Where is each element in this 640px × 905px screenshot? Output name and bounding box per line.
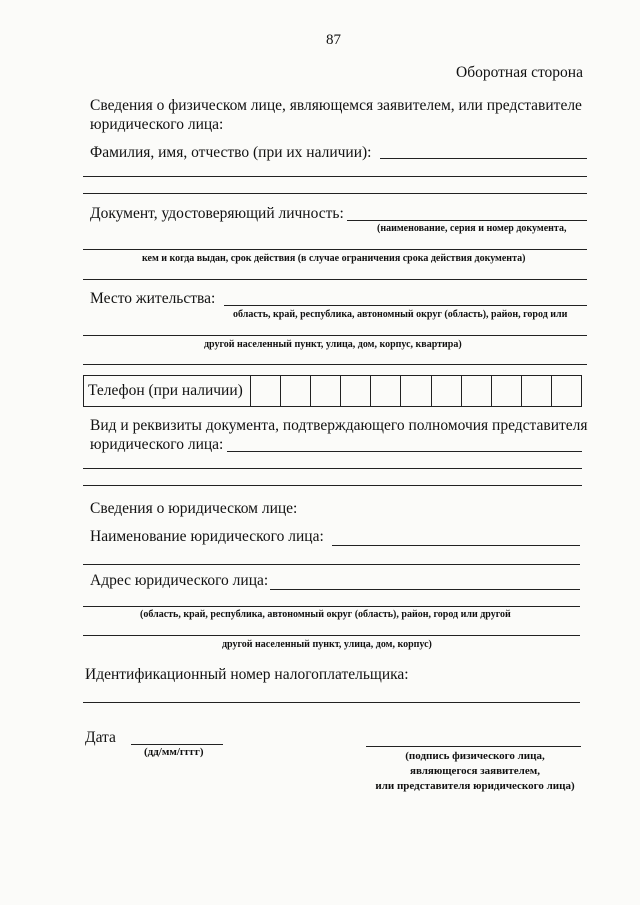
phone-digit-cell[interactable]	[432, 376, 462, 406]
legal-entity-heading: Сведения о юридическом лице:	[90, 500, 298, 517]
inn-label: Идентификационный номер налогоплательщика:	[85, 666, 409, 683]
legal-address-input-line[interactable]	[270, 589, 580, 590]
authority-label-line2: юридического лица:	[90, 436, 224, 453]
id-doc-label: Документ, удостоверяющий личность:	[90, 205, 344, 222]
residence-label: Место жительства:	[90, 290, 216, 307]
residence-line-2[interactable]	[83, 335, 587, 336]
phone-digit-cell[interactable]	[341, 376, 371, 406]
id-doc-line-2[interactable]	[83, 249, 587, 250]
phone-digit-cell[interactable]	[251, 376, 281, 406]
legal-address-hint-2: другой населенный пункт, улица, дом, корпус)	[222, 639, 432, 650]
fio-extra-line-1[interactable]	[83, 176, 587, 177]
residence-line-3[interactable]	[83, 364, 587, 365]
residence-hint-2: другой населенный пункт, улица, дом, корпус, квартира)	[204, 339, 462, 350]
date-label: Дата	[85, 729, 116, 746]
legal-address-hint-1: (область, край, республика, автономный округ (область), район, город или другой	[140, 609, 511, 620]
phone-digit-cell[interactable]	[462, 376, 492, 406]
fio-input-line[interactable]	[380, 158, 587, 159]
applicant-heading-line1: Сведения о физическом лице, являющемся заявителем, или представителе	[90, 97, 582, 114]
signature-hint	[360, 749, 590, 794]
legal-address-line-2[interactable]	[83, 606, 580, 607]
authority-input-line[interactable]	[227, 451, 582, 452]
legal-name-label: Наименование юридического лица:	[90, 528, 324, 545]
id-doc-line-3[interactable]	[83, 279, 587, 280]
legal-address-line-3[interactable]	[83, 635, 580, 636]
authority-line-3[interactable]	[83, 485, 582, 486]
phone-digit-cell[interactable]	[401, 376, 431, 406]
authority-line-2[interactable]	[83, 468, 582, 469]
authority-label-line1: Вид и реквизиты документа, подтверждающего полномочия представителя	[90, 417, 588, 434]
phone-digit-cell[interactable]	[552, 376, 581, 406]
applicant-heading-line2: юридического лица:	[90, 116, 224, 133]
signature-hint-line3: или представителя юридического лица)	[375, 780, 575, 792]
signature-hint-line1: (подпись физического лица,	[405, 750, 545, 762]
fio-extra-line-2[interactable]	[83, 193, 587, 194]
id-doc-hint-2: кем и когда выдан, срок действия (в случае ограничения срока действия документа)	[142, 253, 526, 264]
date-hint: (дд/мм/гггг)	[144, 746, 204, 758]
id-doc-input-line[interactable]	[347, 220, 587, 221]
date-input-line[interactable]	[131, 744, 223, 745]
phone-digit-cell[interactable]	[371, 376, 401, 406]
phone-digit-cell[interactable]	[311, 376, 341, 406]
phone-digit-cell[interactable]	[492, 376, 522, 406]
phone-digit-cell[interactable]	[522, 376, 552, 406]
side-label: Оборотная сторона	[456, 64, 583, 81]
fio-label: Фамилия, имя, отчество (при их наличии):	[90, 144, 372, 161]
signature-input-line[interactable]	[366, 746, 581, 747]
residence-input-line[interactable]	[224, 305, 587, 306]
phone-label: Телефон (при наличии)	[84, 376, 251, 406]
residence-hint-1: область, край, республика, автономный округ (область), район, город или	[233, 309, 568, 320]
legal-name-input-line[interactable]	[332, 545, 580, 546]
signature-hint-line2: являющегося заявителем,	[410, 765, 540, 777]
id-doc-hint-1: (наименование, серия и номер документа,	[377, 223, 567, 234]
legal-name-line-2[interactable]	[83, 564, 580, 565]
legal-address-label: Адрес юридического лица:	[90, 572, 269, 589]
inn-input-line[interactable]	[83, 702, 580, 703]
page-number: 87	[326, 32, 341, 48]
phone-grid	[83, 375, 582, 407]
phone-digit-cell[interactable]	[281, 376, 311, 406]
